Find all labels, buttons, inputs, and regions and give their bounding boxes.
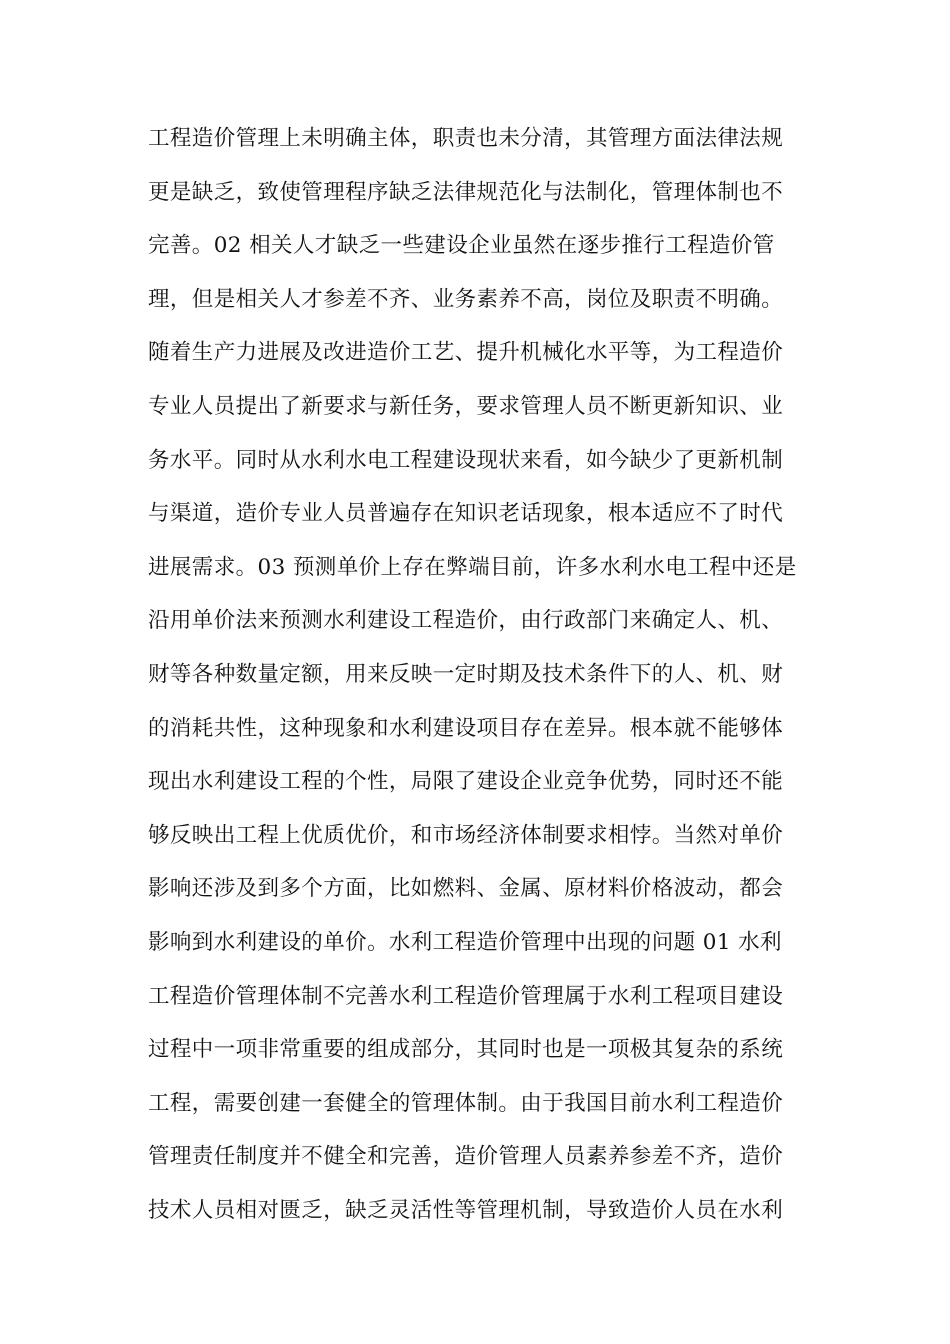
text-line: 进展需求。03 预测单价上存在弊端目前，许多水利水电工程中还是 — [148, 554, 797, 580]
text-line: 财等各种数量定额，用来反映一定时期及技术条件下的人、机、财 — [148, 661, 784, 687]
text-line: 够反映出工程上优质优价，和市场经济体制要求相悖。当然对单价 — [148, 822, 784, 848]
text-line: 随着生产力进展及改进造价工艺、提升机械化水平等，为工程造价 — [148, 340, 784, 366]
text-line: 务水平。同时从水利水电工程建设现状来看，如今缺少了更新机制 — [148, 447, 784, 473]
text-line: 影响到水利建设的单价。水利工程造价管理中出现的问题 01 水利 — [148, 929, 782, 955]
text-line: 理，但是相关人才参差不齐、业务素养不高，岗位及职责不明确。 — [148, 286, 784, 312]
text-line: 过程中一项非常重要的组成部分，其同时也是一项极其复杂的系统 — [148, 1037, 784, 1063]
text-line: 现出水利建设工程的个性，局限了建设企业竞争优势，同时还不能 — [148, 769, 784, 795]
text-line: 更是缺乏，致使管理程序缺乏法律规范化与法制化，管理体制也不 — [148, 179, 784, 205]
text-line: 工程造价管理上未明确主体，职责也未分清，其管理方面法律法规 — [148, 126, 784, 151]
text-line: 的消耗共性，这种现象和水利建设项目存在差异。根本就不能够体 — [148, 715, 784, 741]
text-line: 技术人员相对匮乏，缺乏灵活性等管理机制，导致造价人员在水利 — [148, 1197, 784, 1223]
text-line: 工程，需要创建一套健全的管理体制。由于我国目前水利工程造价 — [148, 1090, 784, 1116]
text-line: 专业人员提出了新要求与新任务，要求管理人员不断更新知识、业 — [148, 393, 784, 419]
text-line: 管理责任制度并不健全和完善，造价管理人员素养参差不齐，造价 — [148, 1144, 784, 1170]
text-line: 工程造价管理体制不完善水利工程造价管理属于水利工程项目建设 — [148, 983, 784, 1009]
text-line: 影响还涉及到多个方面，比如燃料、金属、原材料价格波动，都会 — [148, 876, 784, 902]
text-line: 沿用单价法来预测水利建设工程造价，由行政部门来确定人、机、 — [148, 608, 784, 634]
text-line: 与渠道，造价专业人员普遍存在知识老话现象，根本适应不了时代 — [148, 501, 784, 527]
text-line: 完善。02 相关人才缺乏一些建设企业虽然在逐步推行工程造价管 — [148, 233, 775, 259]
body-text — [148, 116, 808, 1241]
